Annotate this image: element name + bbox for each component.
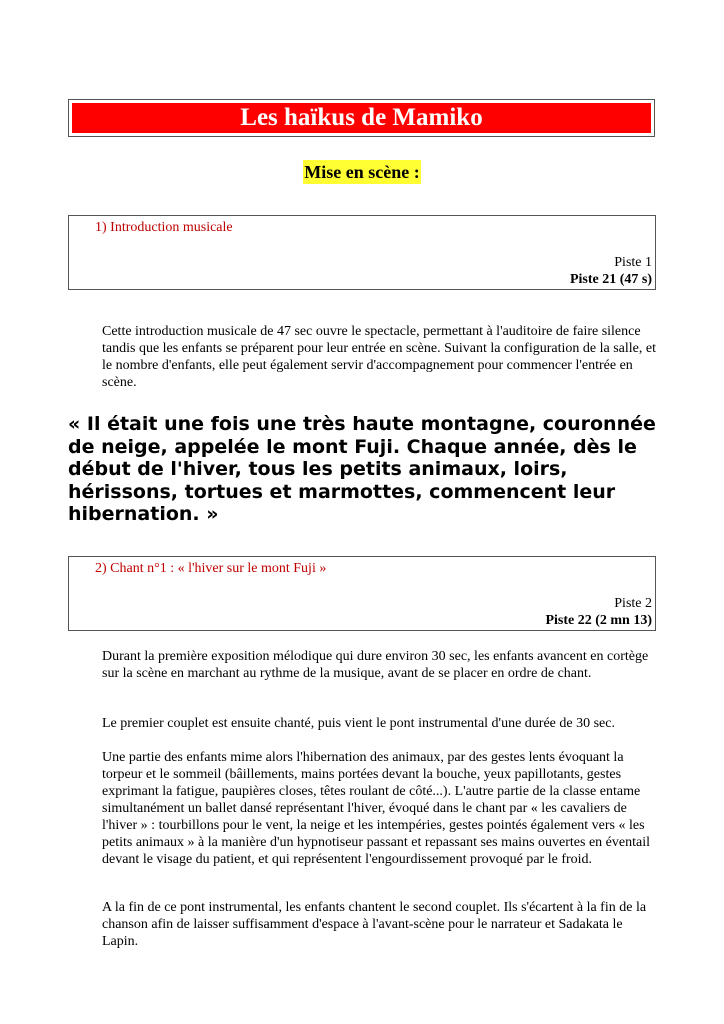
track-piste-1: Piste 1 [614,255,652,270]
intro-paragraph: Cette introduction musicale de 47 sec ouvre le spectacle, permettant à l'auditoire de faire silence tandis que les enfants se préparent pour leur entrée en scène. Suivant la configuration de la salle, et le nombre d'enfants, elle peut également servir d'accompagnement pour commencer l'entrée en scène. [102,324,656,390]
chant-paragraph-4: A la fin de ce pont instrumental, les enfants chantent le second couplet. Ils s'écartent à la fin de la chanson afin de laisser suffisamment d'espace à l'avant-scène pour le narrateur et Sadakata le Lapin. [102,900,647,949]
title-banner [68,99,655,137]
subtitle-row [0,160,724,184]
track-box-1 [68,215,656,290]
track-piste-21: Piste 21 (47 s) [569,272,652,287]
page-title: Les haïkus de Mamiko [72,103,651,133]
track-label-1: 1) Introduction musicale [95,220,233,235]
track-piste-22: Piste 22 (2 mn 13) [545,613,652,628]
track-piste-2: Piste 2 [614,596,652,611]
chant-paragraph-3: Une partie des enfants mime alors l'hibernation des animaux, par des gestes lents évoquant la torpeur et le sommeil (bâillements, mains portées devant la bouche, yeux papillotants, gestes exprimant la fatigue, paupières closes, têtes roulant de côté...). L'autre partie de la classe entame simultanément un ballet dansé représentant l'hiver, évoqué dans le chant par « les cavaliers de l'hiver » : tourbillons pour le vent, la neige et les intempéries, gestes pointés également vers « les petits animaux » à la manière d'un hypnotiseur passant et repassant ses mains ouvertes en éventail devant le visage du patient, et qui représentent l'engourdissement provoqué par le froid. [102,750,650,867]
section-subtitle: Mise en scène : [304,162,420,182]
track-label-2: 2) Chant n°1 : « l'hiver sur le mont Fuji » [95,561,327,576]
chant-paragraph-2: Le premier couplet est ensuite chanté, puis vient le pont instrumental d'une durée de 30 sec. [102,716,615,731]
narration-quote: « Il était une fois une très haute montagne, couronnée de neige, appelée le mont Fuji. Chaque année, dès le début de l'hiver, tous les petits animaux, loirs, hérissons, tortues et marmottes, commencent leur hibernation. » [68,413,656,525]
chant-paragraph-1: Durant la première exposition mélodique qui dure environ 30 sec, les enfants avancent en cortège sur la scène en marchant au rythme de la musique, avant de se placer en ordre de chant. [102,649,649,681]
track-box-2 [68,556,656,631]
